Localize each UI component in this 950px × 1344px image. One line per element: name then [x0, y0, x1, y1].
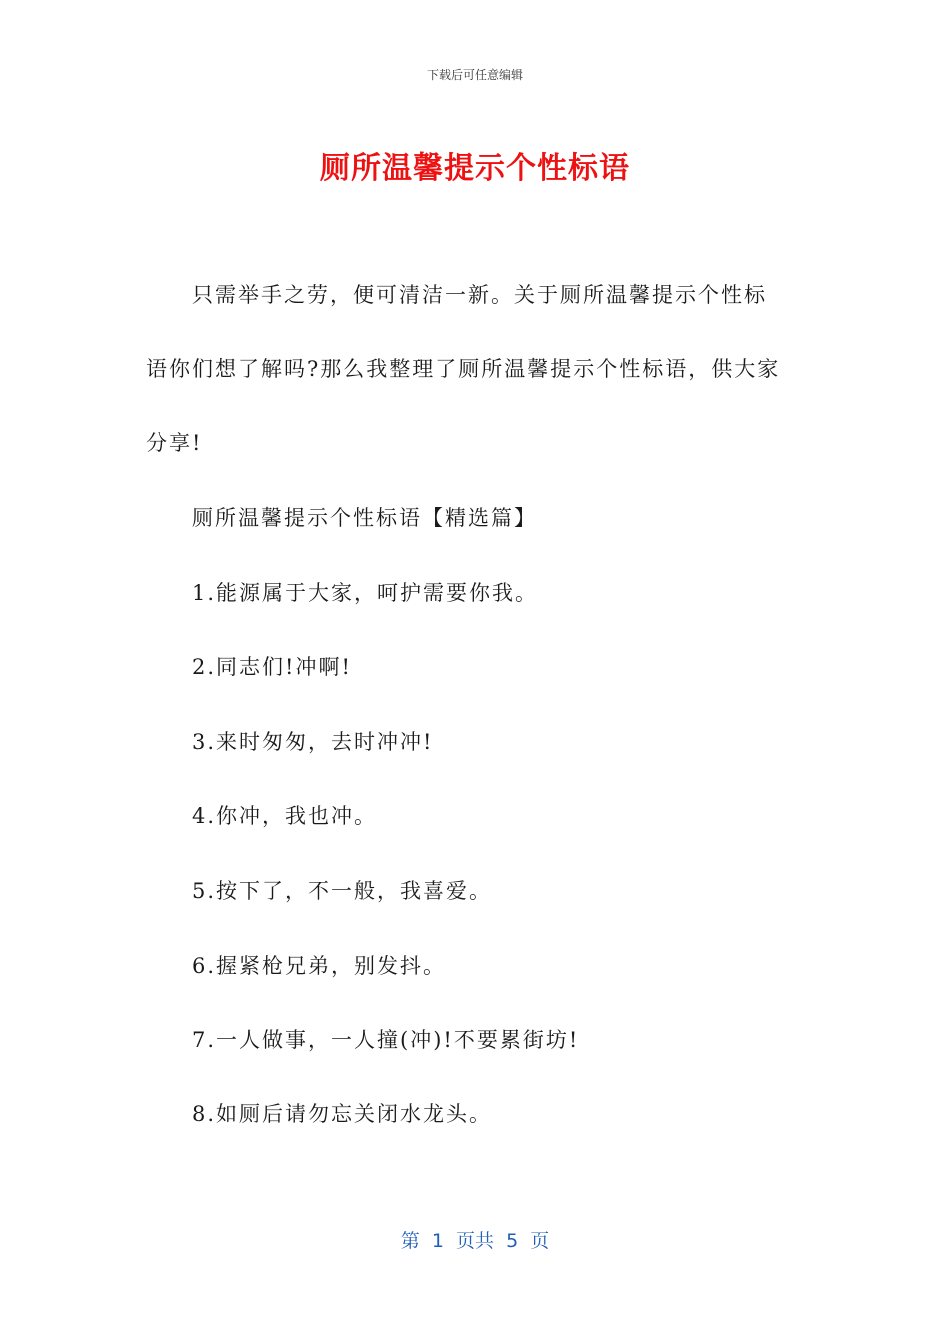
list-item: 3.来时匆匆，去时冲冲! — [192, 730, 434, 754]
intro-line: 分享! — [146, 431, 203, 455]
list-item: 8.如厕后请勿忘关闭水龙头。 — [192, 1102, 493, 1126]
list-item: 7.一人做事，一人撞(冲)!不要累街坊! — [192, 1028, 580, 1052]
page-footer-pagination: 第 1 页共 5 页 — [400, 1230, 550, 1252]
page-header-note: 下载后可任意编辑 — [426, 68, 523, 82]
list-item: 5.按下了，不一般，我喜爱。 — [192, 879, 493, 903]
intro-line: 只需举手之劳，便可清洁一新。关于厕所温馨提示个性标 — [192, 283, 767, 307]
list-item: 2.同志们!冲啊! — [192, 655, 352, 679]
list-item: 4.你冲，我也冲。 — [192, 804, 378, 828]
list-item: 6.握紧枪兄弟，别发抖。 — [192, 954, 447, 978]
list-item: 1.能源属于大家，呵护需要你我。 — [192, 581, 539, 605]
section-heading: 厕所温馨提示个性标语【精选篇】 — [192, 506, 537, 530]
document-title: 厕所温馨提示个性标语 — [320, 151, 630, 186]
intro-line: 语你们想了解吗?那么我整理了厕所温馨提示个性标语，供大家 — [146, 357, 781, 381]
